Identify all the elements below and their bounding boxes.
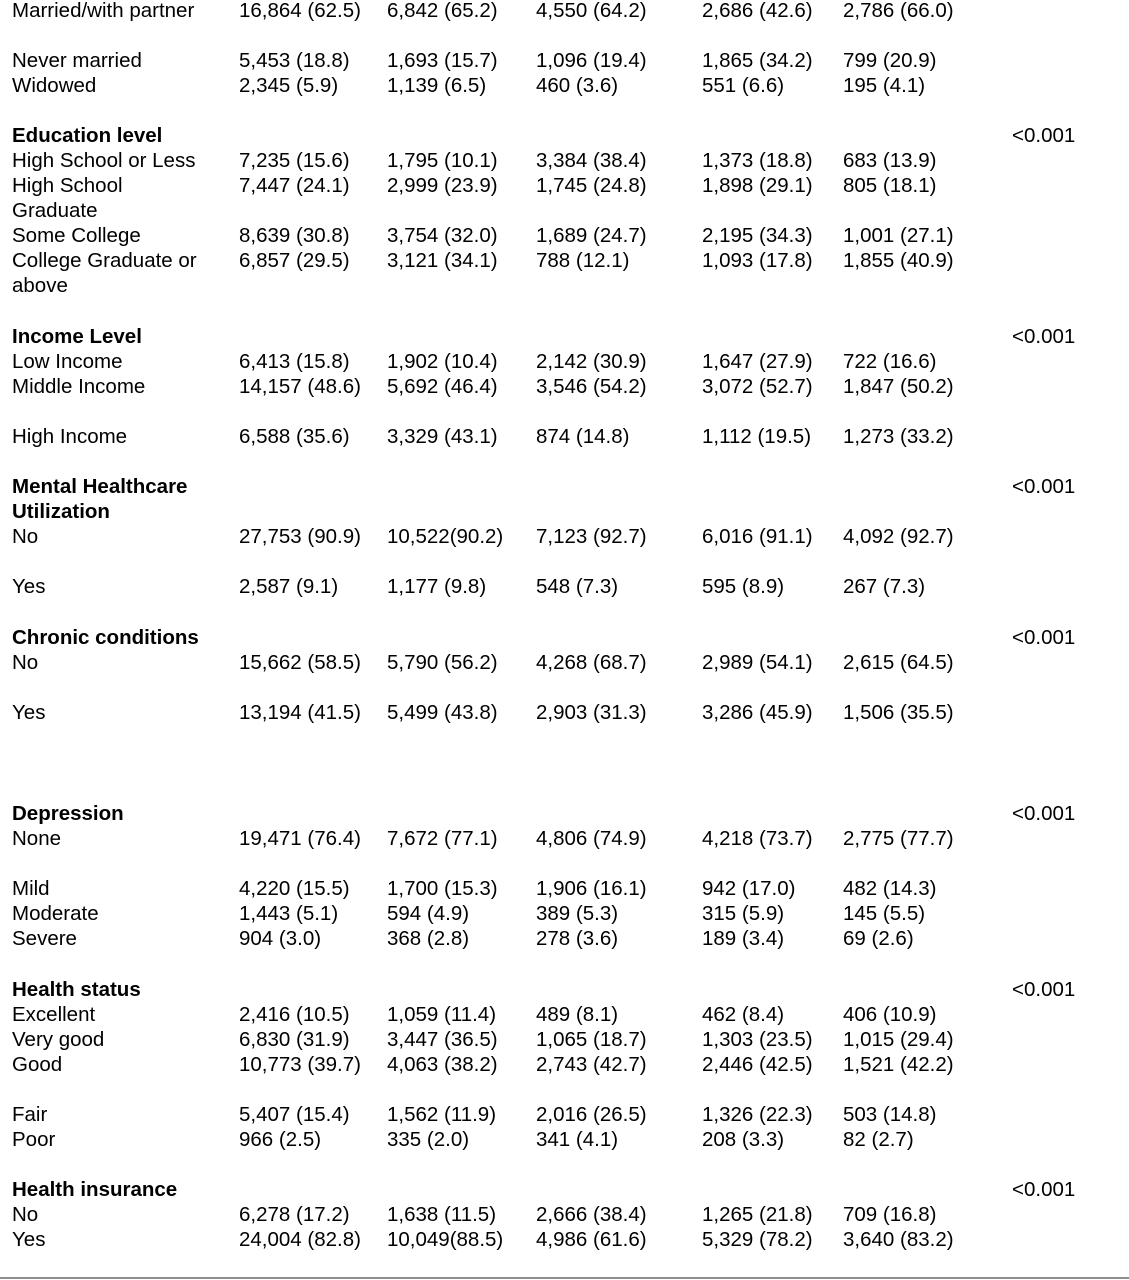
cell-value: 3,384 (38.4): [536, 149, 647, 172]
p-value: <0.001: [1012, 1178, 1076, 1201]
row-label: Married/with partner: [12, 0, 195, 22]
cell-value: 6,413 (15.8): [239, 350, 350, 373]
cell-value: 16,864 (62.5): [239, 0, 361, 22]
cell-value: 3,754 (32.0): [387, 224, 498, 247]
cell-value: 6,857 (29.5): [239, 249, 350, 272]
row-label: High School or Less: [12, 149, 196, 172]
cell-value: 1,902 (10.4): [387, 350, 498, 373]
cell-value: 7,123 (92.7): [536, 525, 647, 548]
cell-value: 6,278 (17.2): [239, 1203, 350, 1226]
cell-value: 267 (7.3): [843, 575, 926, 598]
cell-value: 1,693 (15.7): [387, 49, 498, 72]
cell-value: 1,700 (15.3): [387, 877, 498, 900]
row-label: Some College: [12, 224, 141, 247]
cell-value: 6,588 (35.6): [239, 425, 350, 448]
cell-value: 3,286 (45.9): [702, 701, 813, 724]
cell-value: 1,139 (6.5): [387, 74, 487, 97]
row-label: Very good: [12, 1028, 105, 1051]
row-label: No: [12, 651, 39, 674]
cell-value: 5,453 (18.8): [239, 49, 350, 72]
cell-value: 3,121 (34.1): [387, 249, 498, 272]
cell-value: 3,640 (83.2): [843, 1228, 954, 1251]
cell-value: 1,265 (21.8): [702, 1203, 813, 1226]
cell-value: 1,647 (27.9): [702, 350, 813, 373]
section-title: Education level: [12, 124, 163, 147]
cell-value: 489 (8.1): [536, 1003, 619, 1026]
row-label: Widowed: [12, 74, 97, 97]
cell-value: 13,194 (41.5): [239, 701, 361, 724]
cell-value: 1,562 (11.9): [387, 1103, 497, 1126]
p-value: <0.001: [1012, 802, 1076, 825]
row-label: Yes: [12, 575, 46, 598]
cell-value: 788 (12.1): [536, 249, 630, 272]
row-label: High School Graduate: [12, 174, 123, 222]
cell-value: 335 (2.0): [387, 1128, 470, 1151]
section-title: Mental Healthcare Utilization: [12, 475, 188, 523]
cell-value: 1,112 (19.5): [702, 425, 812, 448]
cell-value: 1,865 (34.2): [702, 49, 813, 72]
cell-value: 4,218 (73.7): [702, 827, 813, 850]
p-value: <0.001: [1012, 325, 1076, 348]
cell-value: 1,065 (18.7): [536, 1028, 647, 1051]
row-label: Yes: [12, 1228, 46, 1251]
cell-value: 874 (14.8): [536, 425, 630, 448]
cell-value: 10,049(88.5): [387, 1228, 504, 1251]
cell-value: 5,407 (15.4): [239, 1103, 350, 1126]
cell-value: 1,373 (18.8): [702, 149, 813, 172]
cell-value: 799 (20.9): [843, 49, 937, 72]
cell-value: 4,268 (68.7): [536, 651, 647, 674]
cell-value: 7,235 (15.6): [239, 149, 350, 172]
cell-value: 1,326 (22.3): [702, 1103, 813, 1126]
row-label: Good: [12, 1053, 63, 1076]
cell-value: 6,842 (65.2): [387, 0, 498, 22]
cell-value: 2,615 (64.5): [843, 651, 954, 674]
cell-value: 3,546 (54.2): [536, 375, 647, 398]
cell-value: 594 (4.9): [387, 902, 470, 925]
cell-value: 1,001 (27.1): [843, 224, 954, 247]
cell-value: 2,587 (9.1): [239, 575, 339, 598]
row-label: No: [12, 1203, 39, 1226]
cell-value: 7,672 (77.1): [387, 827, 498, 850]
cell-value: 341 (4.1): [536, 1128, 619, 1151]
cell-value: 548 (7.3): [536, 575, 619, 598]
cell-value: 1,273 (33.2): [843, 425, 954, 448]
cell-value: 5,692 (46.4): [387, 375, 498, 398]
cell-value: 1,015 (29.4): [843, 1028, 954, 1051]
row-label: Moderate: [12, 902, 99, 925]
section-title: Income Level: [12, 325, 142, 348]
row-label: College Graduate or above: [12, 249, 197, 297]
row-label: High Income: [12, 425, 128, 448]
row-label: Yes: [12, 701, 46, 724]
cell-value: 10,773 (39.7): [239, 1053, 361, 1076]
row-label: No: [12, 525, 39, 548]
row-label: Never married: [12, 49, 142, 72]
cell-value: 4,806 (74.9): [536, 827, 647, 850]
cell-value: 7,447 (24.1): [239, 174, 350, 197]
cell-value: 805 (18.1): [843, 174, 937, 197]
cell-value: 145 (5.5): [843, 902, 926, 925]
cell-value: 14,157 (48.6): [239, 375, 361, 398]
cell-value: 2,446 (42.5): [702, 1053, 813, 1076]
cell-value: 1,855 (40.9): [843, 249, 954, 272]
cell-value: 4,550 (64.2): [536, 0, 647, 22]
cell-value: 4,063 (38.2): [387, 1053, 498, 1076]
p-value: <0.001: [1012, 626, 1076, 649]
cell-value: 2,686 (42.6): [702, 0, 813, 22]
cell-value: 2,775 (77.7): [843, 827, 954, 850]
cell-value: 1,906 (16.1): [536, 877, 647, 900]
cell-value: 1,177 (9.8): [387, 575, 487, 598]
cell-value: 904 (3.0): [239, 927, 322, 950]
cell-value: 6,016 (91.1): [702, 525, 813, 548]
cell-value: 1,059 (11.4): [387, 1003, 497, 1026]
cell-value: 406 (10.9): [843, 1003, 937, 1026]
cell-value: 966 (2.5): [239, 1128, 322, 1151]
cell-value: 2,786 (66.0): [843, 0, 954, 22]
row-label: Mild: [12, 877, 50, 900]
row-label: Middle Income: [12, 375, 146, 398]
cell-value: 683 (13.9): [843, 149, 937, 172]
section-title: Chronic conditions: [12, 626, 199, 649]
cell-value: 5,329 (78.2): [702, 1228, 813, 1251]
section-title: Health status: [12, 978, 141, 1001]
cell-value: 2,416 (10.5): [239, 1003, 350, 1026]
cell-value: 1,506 (35.5): [843, 701, 954, 724]
cell-value: 24,004 (82.8): [239, 1228, 361, 1251]
cell-value: 709 (16.8): [843, 1203, 937, 1226]
cell-value: 1,096 (19.4): [536, 49, 647, 72]
cell-value: 2,016 (26.5): [536, 1103, 647, 1126]
cell-value: 278 (3.6): [536, 927, 619, 950]
row-label: None: [12, 827, 62, 850]
cell-value: 1,795 (10.1): [387, 149, 498, 172]
cell-value: 1,443 (5.1): [239, 902, 339, 925]
cell-value: 1,745 (24.8): [536, 174, 647, 197]
cell-value: 1,521 (42.2): [843, 1053, 954, 1076]
cell-value: 2,903 (31.3): [536, 701, 647, 724]
section-title: Depression: [12, 802, 124, 825]
cell-value: 82 (2.7): [843, 1128, 914, 1151]
cell-value: 208 (3.3): [702, 1128, 785, 1151]
cell-value: 315 (5.9): [702, 902, 785, 925]
cell-value: 462 (8.4): [702, 1003, 785, 1026]
cell-value: 2,142 (30.9): [536, 350, 647, 373]
cell-value: 3,329 (43.1): [387, 425, 498, 448]
cell-value: 503 (14.8): [843, 1103, 937, 1126]
row-label: Poor: [12, 1128, 56, 1151]
cell-value: 1,638 (11.5): [387, 1203, 497, 1226]
cell-value: 4,220 (15.5): [239, 877, 350, 900]
row-label: Severe: [12, 927, 77, 950]
row-label: Low Income: [12, 350, 123, 373]
cell-value: 3,447 (36.5): [387, 1028, 498, 1051]
cell-value: 1,689 (24.7): [536, 224, 647, 247]
cell-value: 942 (17.0): [702, 877, 796, 900]
cell-value: 460 (3.6): [536, 74, 619, 97]
cell-value: 4,092 (92.7): [843, 525, 954, 548]
row-label: Excellent: [12, 1003, 96, 1026]
cell-value: 8,639 (30.8): [239, 224, 350, 247]
cell-value: 5,499 (43.8): [387, 701, 498, 724]
cell-value: 2,345 (5.9): [239, 74, 339, 97]
cell-value: 1,898 (29.1): [702, 174, 813, 197]
p-value: <0.001: [1012, 978, 1076, 1001]
p-value: <0.001: [1012, 124, 1076, 147]
cell-value: 722 (16.6): [843, 350, 937, 373]
cell-value: 389 (5.3): [536, 902, 619, 925]
cell-value: 10,522(90.2): [387, 525, 504, 548]
cell-value: 368 (2.8): [387, 927, 470, 950]
row-label: Fair: [12, 1103, 48, 1126]
cell-value: 5,790 (56.2): [387, 651, 498, 674]
cell-value: 2,195 (34.3): [702, 224, 813, 247]
cell-value: 2,666 (38.4): [536, 1203, 647, 1226]
cell-value: 1,847 (50.2): [843, 375, 954, 398]
cell-value: 3,072 (52.7): [702, 375, 813, 398]
cell-value: 595 (8.9): [702, 575, 785, 598]
cell-value: 6,830 (31.9): [239, 1028, 350, 1051]
cell-value: 1,303 (23.5): [702, 1028, 813, 1051]
table-bottom-rule: [0, 1277, 1129, 1279]
section-title: Health insurance: [12, 1178, 178, 1201]
p-value: <0.001: [1012, 475, 1076, 498]
cell-value: 551 (6.6): [702, 74, 785, 97]
cell-value: 4,986 (61.6): [536, 1228, 647, 1251]
cell-value: 19,471 (76.4): [239, 827, 361, 850]
cell-value: 27,753 (90.9): [239, 525, 361, 548]
cell-value: 15,662 (58.5): [239, 651, 361, 674]
cell-value: 189 (3.4): [702, 927, 785, 950]
cell-value: 195 (4.1): [843, 74, 926, 97]
cell-value: 1,093 (17.8): [702, 249, 813, 272]
cell-value: 69 (2.6): [843, 927, 914, 950]
cell-value: 2,999 (23.9): [387, 174, 498, 197]
cell-value: 2,989 (54.1): [702, 651, 813, 674]
cell-value: 482 (14.3): [843, 877, 937, 900]
cell-value: 2,743 (42.7): [536, 1053, 647, 1076]
